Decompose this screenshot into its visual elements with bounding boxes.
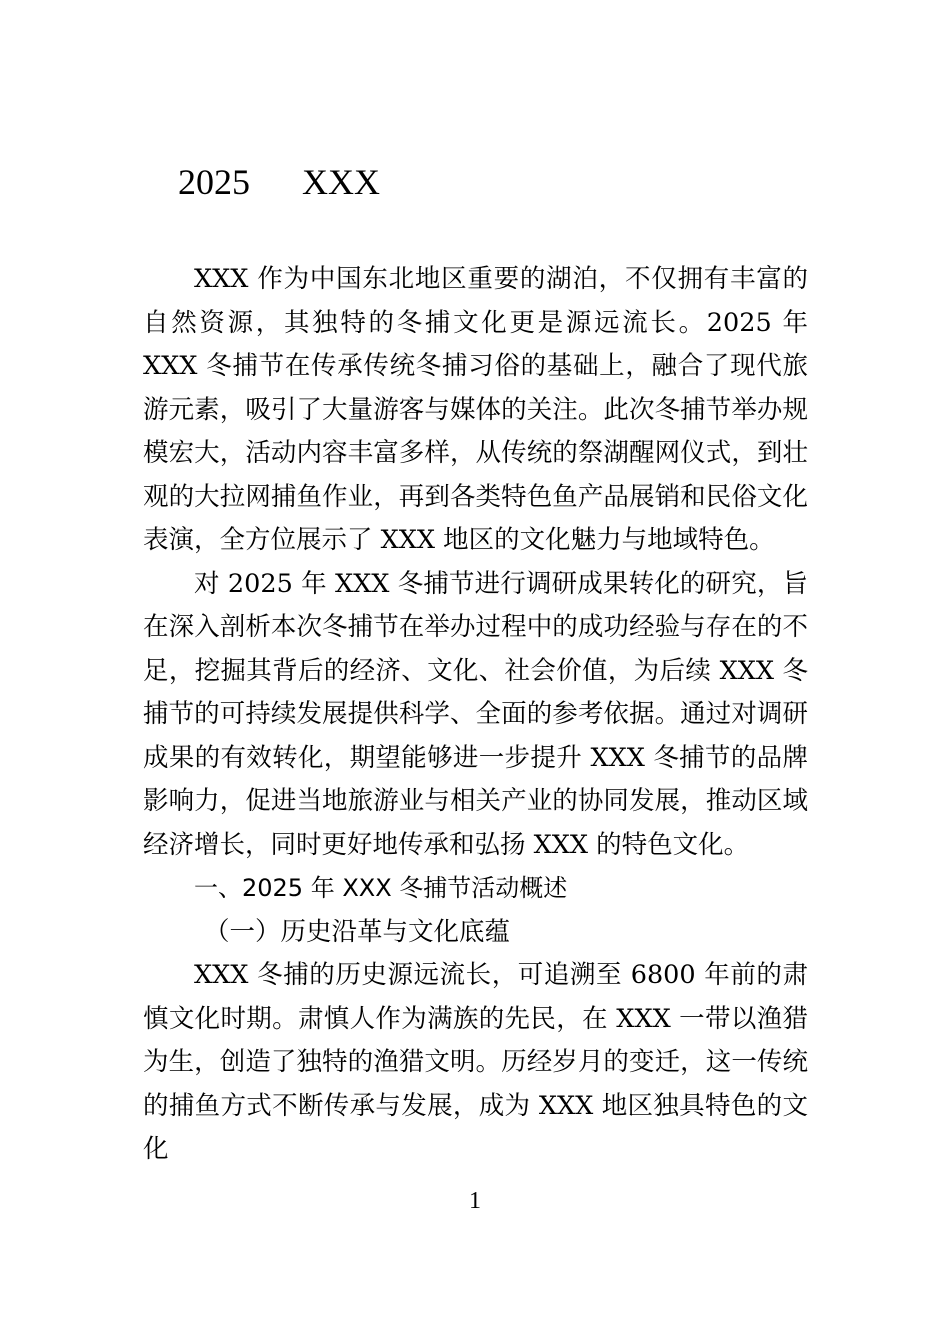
section-heading: 一、2025 年 XXX 冬捕节活动概述 [194, 874, 568, 902]
intro-paragraph-1: XXX 作为中国东北地区重要的湖泊，不仅拥有丰富的自然资源，其独特的冬捕文化更是源远流长。2025 年 XXX 冬捕节在传承传统冬捕习俗的基础上，融合了现代旅游元素，吸引了大量游客与媒体的关注。此次冬捕节举办规模宏大，活动内容丰富多样，从传统的祭湖醒网仪式，到壮观的大拉网捕鱼作业，再到各类特色鱼产品展销和民俗文化表演，全方位展示了 XXX 地区的文化魅力与地域特色。 [143, 264, 808, 555]
title-year: 2025 [178, 162, 250, 202]
intro-paragraph-2: 对 2025 年 XXX 冬捕节进行调研成果转化的研究，旨在深入剖析本次冬捕节在举办过程中的成功经验与存在的不足，挖掘其背后的经济、文化、社会价值，为后续 XXX 冬捕节的可持续发展提供科学、全面的参考依据。通过对调研成果的有效转化，期望能够进一步提升 XXX 冬捕节的品牌影响力，促进当地旅游业与相关产业的协同发展，推动区域经济增长，同时更好地传承和弘扬 XXX 的特色文化。 [143, 568, 808, 860]
section-paragraph: XXX 冬捕的历史源远流长，可追溯至 6800 年前的肃慎文化时期。肃慎人作为满族的先民，在 XXX 一带以渔猎为生，创造了独特的渔猎文明。历经岁月的变迁，这一传统的捕鱼方式不断传承与发展，成为 XXX 地区独具特色的文化 [143, 960, 808, 1164]
document-title [178, 160, 380, 204]
page-number: 1 [469, 1188, 481, 1214]
subsection-heading: （一）历史沿革与文化底蕴 [204, 916, 511, 947]
document-body [143, 258, 808, 1172]
title-name: XXX [302, 162, 380, 202]
